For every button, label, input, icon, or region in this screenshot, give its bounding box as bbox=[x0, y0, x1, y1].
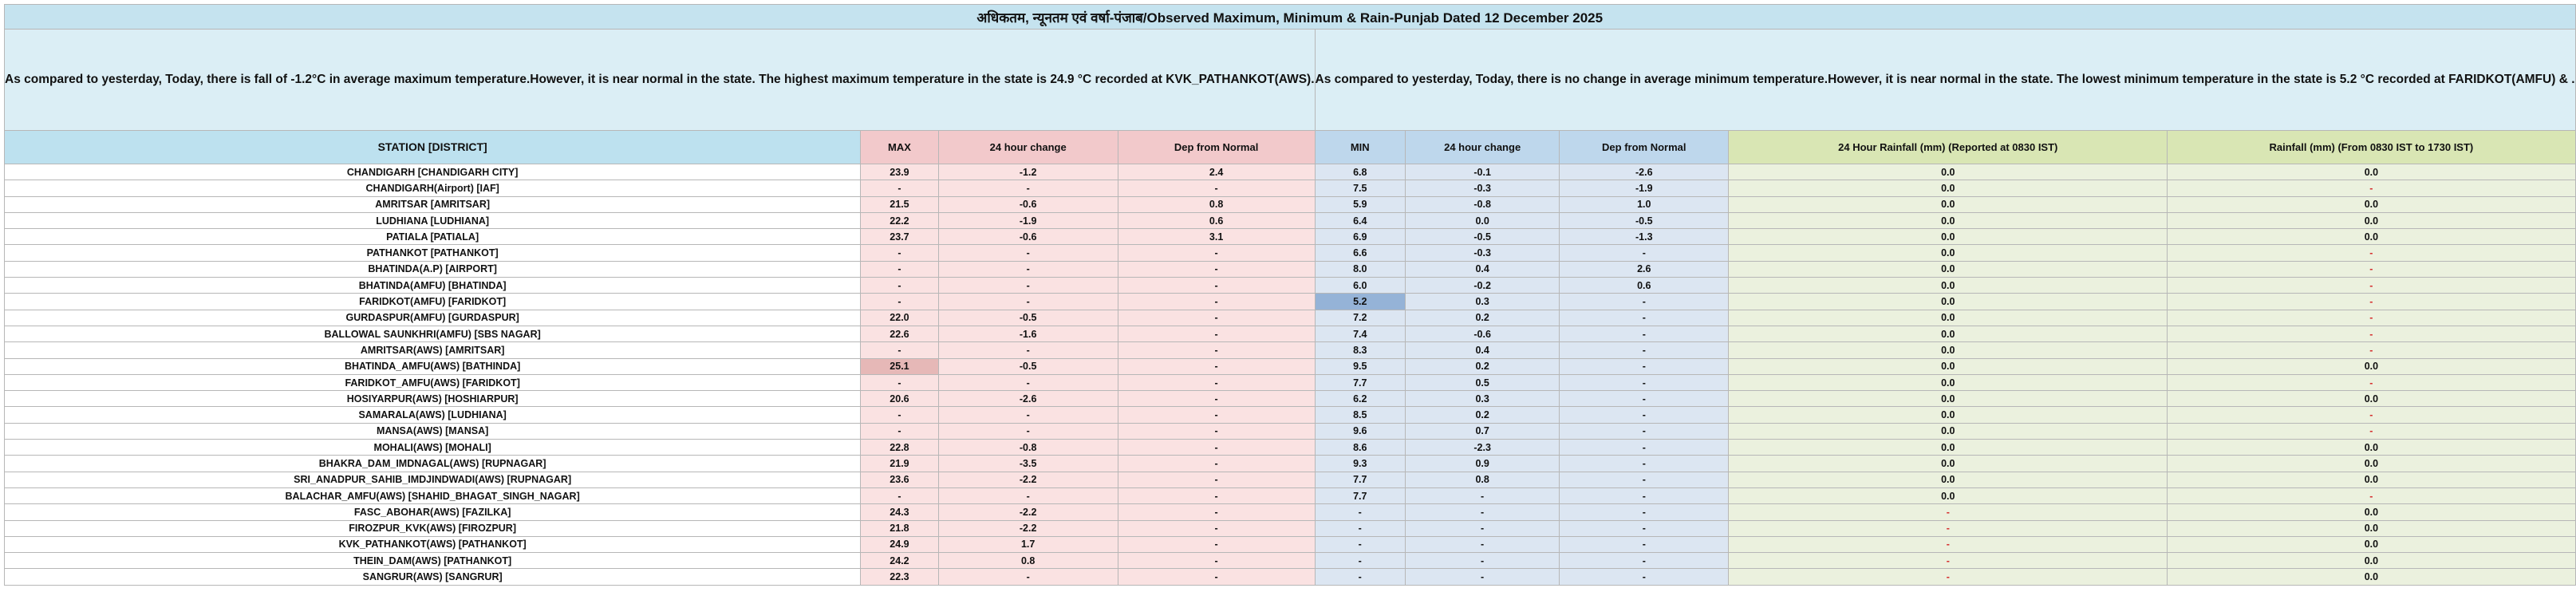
min-change-cell: 0.2 bbox=[1406, 310, 1560, 326]
max-change-cell: - bbox=[938, 294, 1118, 310]
header-max-dep: Dep from Normal bbox=[1118, 131, 1315, 164]
station-cell: MANSA(AWS) [MANSA] bbox=[5, 423, 861, 439]
min-change-cell: -0.1 bbox=[1406, 164, 1560, 180]
min-cell: 7.7 bbox=[1315, 472, 1405, 487]
max-change-cell: 0.8 bbox=[938, 553, 1118, 569]
min-dep-cell: - bbox=[1560, 423, 1729, 439]
max-cell: - bbox=[861, 245, 938, 261]
min-change-cell: 0.0 bbox=[1406, 212, 1560, 228]
table-row bbox=[5, 164, 2576, 180]
min-dep-cell: - bbox=[1560, 407, 1729, 423]
min-dep-cell: -1.9 bbox=[1560, 180, 1729, 196]
min-change-cell: 0.7 bbox=[1406, 423, 1560, 439]
station-cell: THEIN_DAM(AWS) [PATHANKOT] bbox=[5, 553, 861, 569]
min-dep-cell: -0.5 bbox=[1560, 212, 1729, 228]
station-cell: BALACHAR_AMFU(AWS) [SHAHID_BHAGAT_SINGH_NAGAR] bbox=[5, 487, 861, 503]
rain-day-cell: 0.0 bbox=[2168, 569, 2575, 585]
table-row bbox=[5, 180, 2576, 196]
max-cell: - bbox=[861, 487, 938, 503]
max-change-cell: -0.8 bbox=[938, 440, 1118, 456]
min-dep-cell: - bbox=[1560, 245, 1729, 261]
min-cell: 7.7 bbox=[1315, 374, 1405, 390]
max-cell: - bbox=[861, 407, 938, 423]
rain-day-cell: - bbox=[2168, 326, 2575, 341]
station-cell: AMRITSAR [AMRITSAR] bbox=[5, 196, 861, 212]
station-cell: BHATINDA(AMFU) [BHATINDA] bbox=[5, 278, 861, 294]
min-cell: 7.7 bbox=[1315, 487, 1405, 503]
max-cell: 21.8 bbox=[861, 520, 938, 536]
max-change-cell: -0.6 bbox=[938, 196, 1118, 212]
table-row bbox=[5, 407, 2576, 423]
min-dep-cell: -2.6 bbox=[1560, 164, 1729, 180]
max-dep-cell: 2.4 bbox=[1118, 164, 1315, 180]
station-cell: FARIDKOT(AMFU) [FARIDKOT] bbox=[5, 294, 861, 310]
station-cell: SRI_ANADPUR_SAHIB_IMDJINDWADI(AWS) [RUPNAGAR] bbox=[5, 472, 861, 487]
rain-day-cell: 0.0 bbox=[2168, 164, 2575, 180]
max-cell: 25.1 bbox=[861, 358, 938, 374]
min-change-cell: 0.4 bbox=[1406, 342, 1560, 358]
min-change-cell: 0.2 bbox=[1406, 358, 1560, 374]
max-dep-cell: - bbox=[1118, 261, 1315, 277]
min-cell: - bbox=[1315, 536, 1405, 552]
min-summary: As compared to yesterday, Today, there is no change in average minimum temperature.However, it is near normal in the state. The lowest minimum temperature in the state is 5.2 °C recorded at FARIDKOT(AMFU) & . bbox=[1315, 30, 2575, 131]
station-cell: AMRITSAR(AWS) [AMRITSAR] bbox=[5, 342, 861, 358]
table-row bbox=[5, 440, 2576, 456]
table-row bbox=[5, 229, 2576, 245]
max-cell: - bbox=[861, 261, 938, 277]
rain-day-cell: 0.0 bbox=[2168, 229, 2575, 245]
max-cell: 24.2 bbox=[861, 553, 938, 569]
station-cell: MOHALI(AWS) [MOHALI] bbox=[5, 440, 861, 456]
rain-day-cell: - bbox=[2168, 342, 2575, 358]
max-change-cell: 1.7 bbox=[938, 536, 1118, 552]
max-change-cell: -1.2 bbox=[938, 164, 1118, 180]
table-row bbox=[5, 294, 2576, 310]
rain-24h-cell: - bbox=[1729, 504, 2168, 520]
rain-day-cell: 0.0 bbox=[2168, 504, 2575, 520]
max-change-cell: -1.9 bbox=[938, 212, 1118, 228]
rain-day-cell: 0.0 bbox=[2168, 212, 2575, 228]
header-min-dep: Dep from Normal bbox=[1560, 131, 1729, 164]
max-cell: 24.9 bbox=[861, 536, 938, 552]
max-dep-cell: - bbox=[1118, 504, 1315, 520]
rain-day-cell: - bbox=[2168, 310, 2575, 326]
rain-day-cell: - bbox=[2168, 261, 2575, 277]
rain-24h-cell: 0.0 bbox=[1729, 278, 2168, 294]
max-change-cell: - bbox=[938, 407, 1118, 423]
max-dep-cell: - bbox=[1118, 310, 1315, 326]
min-change-cell: -0.3 bbox=[1406, 180, 1560, 196]
rain-day-cell: - bbox=[2168, 180, 2575, 196]
weather-table bbox=[4, 4, 2576, 586]
min-change-cell: -0.6 bbox=[1406, 326, 1560, 341]
max-change-cell: - bbox=[938, 261, 1118, 277]
table-row bbox=[5, 245, 2576, 261]
rain-24h-cell: 0.0 bbox=[1729, 440, 2168, 456]
max-change-cell: - bbox=[938, 569, 1118, 585]
table-row bbox=[5, 520, 2576, 536]
max-cell: 22.2 bbox=[861, 212, 938, 228]
min-dep-cell: - bbox=[1560, 456, 1729, 472]
column-headers bbox=[5, 131, 2576, 164]
rain-24h-cell: 0.0 bbox=[1729, 358, 2168, 374]
max-cell: 22.6 bbox=[861, 326, 938, 341]
rain-day-cell: 0.0 bbox=[2168, 358, 2575, 374]
rain-24h-cell: 0.0 bbox=[1729, 374, 2168, 390]
max-dep-cell: 0.8 bbox=[1118, 196, 1315, 212]
station-cell: BHATINDA_AMFU(AWS) [BATHINDA] bbox=[5, 358, 861, 374]
min-cell: 6.8 bbox=[1315, 164, 1405, 180]
min-cell: 8.6 bbox=[1315, 440, 1405, 456]
station-cell: CHANDIGARH [CHANDIGARH CITY] bbox=[5, 164, 861, 180]
min-change-cell: - bbox=[1406, 553, 1560, 569]
station-cell: KVK_PATHANKOT(AWS) [PATHANKOT] bbox=[5, 536, 861, 552]
max-cell: 20.6 bbox=[861, 391, 938, 407]
min-cell: 6.9 bbox=[1315, 229, 1405, 245]
max-dep-cell: - bbox=[1118, 536, 1315, 552]
min-dep-cell: - bbox=[1560, 553, 1729, 569]
rain-24h-cell: 0.0 bbox=[1729, 487, 2168, 503]
max-dep-cell: - bbox=[1118, 472, 1315, 487]
rain-24h-cell: 0.0 bbox=[1729, 456, 2168, 472]
max-change-cell: -1.6 bbox=[938, 326, 1118, 341]
min-cell: 5.2 bbox=[1315, 294, 1405, 310]
station-cell: SAMARALA(AWS) [LUDHIANA] bbox=[5, 407, 861, 423]
min-cell: 9.6 bbox=[1315, 423, 1405, 439]
station-cell: BALLOWAL SAUNKHRI(AMFU) [SBS NAGAR] bbox=[5, 326, 861, 341]
min-change-cell: - bbox=[1406, 520, 1560, 536]
rain-24h-cell: 0.0 bbox=[1729, 342, 2168, 358]
min-change-cell: 0.3 bbox=[1406, 294, 1560, 310]
rain-day-cell: 0.0 bbox=[2168, 456, 2575, 472]
min-change-cell: - bbox=[1406, 536, 1560, 552]
max-cell: 21.9 bbox=[861, 456, 938, 472]
rain-day-cell: - bbox=[2168, 423, 2575, 439]
min-dep-cell: - bbox=[1560, 358, 1729, 374]
table-row bbox=[5, 391, 2576, 407]
rain-24h-cell: - bbox=[1729, 536, 2168, 552]
table-row bbox=[5, 487, 2576, 503]
rain-day-cell: - bbox=[2168, 374, 2575, 390]
max-cell: 23.7 bbox=[861, 229, 938, 245]
max-change-cell: -0.5 bbox=[938, 358, 1118, 374]
min-change-cell: 0.9 bbox=[1406, 456, 1560, 472]
rain-24h-cell: 0.0 bbox=[1729, 196, 2168, 212]
max-dep-cell: - bbox=[1118, 569, 1315, 585]
max-cell: 22.3 bbox=[861, 569, 938, 585]
rain-24h-cell: 0.0 bbox=[1729, 245, 2168, 261]
rain-day-cell: - bbox=[2168, 245, 2575, 261]
station-cell: LUDHIANA [LUDHIANA] bbox=[5, 212, 861, 228]
table-row bbox=[5, 196, 2576, 212]
station-cell: HOSIYARPUR(AWS) [HOSHIARPUR] bbox=[5, 391, 861, 407]
rain-24h-cell: 0.0 bbox=[1729, 229, 2168, 245]
min-cell: 5.9 bbox=[1315, 196, 1405, 212]
max-change-cell: - bbox=[938, 423, 1118, 439]
station-cell: FIROZPUR_KVK(AWS) [FIROZPUR] bbox=[5, 520, 861, 536]
max-dep-cell: - bbox=[1118, 487, 1315, 503]
rain-24h-cell: - bbox=[1729, 553, 2168, 569]
min-dep-cell: - bbox=[1560, 342, 1729, 358]
min-dep-cell: -1.3 bbox=[1560, 229, 1729, 245]
max-change-cell: -0.6 bbox=[938, 229, 1118, 245]
max-dep-cell: - bbox=[1118, 358, 1315, 374]
header-max-change: 24 hour change bbox=[938, 131, 1118, 164]
min-change-cell: - bbox=[1406, 504, 1560, 520]
min-cell: 6.2 bbox=[1315, 391, 1405, 407]
rain-day-cell: 0.0 bbox=[2168, 196, 2575, 212]
max-dep-cell: - bbox=[1118, 423, 1315, 439]
header-rain-day: Rainfall (mm) (From 0830 IST to 1730 IST) bbox=[2168, 131, 2575, 164]
min-dep-cell: - bbox=[1560, 504, 1729, 520]
min-cell: 6.6 bbox=[1315, 245, 1405, 261]
max-cell: - bbox=[861, 278, 938, 294]
min-dep-cell: - bbox=[1560, 391, 1729, 407]
rain-day-cell: - bbox=[2168, 407, 2575, 423]
min-dep-cell: - bbox=[1560, 326, 1729, 341]
min-dep-cell: - bbox=[1560, 536, 1729, 552]
max-dep-cell: - bbox=[1118, 342, 1315, 358]
min-dep-cell: - bbox=[1560, 487, 1729, 503]
station-cell: SANGRUR(AWS) [SANGRUR] bbox=[5, 569, 861, 585]
rain-day-cell: 0.0 bbox=[2168, 440, 2575, 456]
table-row bbox=[5, 212, 2576, 228]
table-row bbox=[5, 472, 2576, 487]
rain-day-cell: 0.0 bbox=[2168, 391, 2575, 407]
station-cell: GURDASPUR(AMFU) [GURDASPUR] bbox=[5, 310, 861, 326]
max-dep-cell: - bbox=[1118, 245, 1315, 261]
max-change-cell: - bbox=[938, 245, 1118, 261]
rain-24h-cell: 0.0 bbox=[1729, 472, 2168, 487]
max-dep-cell: 3.1 bbox=[1118, 229, 1315, 245]
min-change-cell: -0.2 bbox=[1406, 278, 1560, 294]
min-cell: - bbox=[1315, 504, 1405, 520]
rain-day-cell: 0.0 bbox=[2168, 472, 2575, 487]
max-summary: As compared to yesterday, Today, there is fall of -1.2°C in average maximum temperature.However, it is near normal in the state. The highest maximum temperature in the state is 24.9 °C recorded at KVK_PATHANKOT(AWS). bbox=[5, 30, 1316, 131]
min-change-cell: 0.3 bbox=[1406, 391, 1560, 407]
table-row bbox=[5, 536, 2576, 552]
min-change-cell: 0.8 bbox=[1406, 472, 1560, 487]
min-change-cell: -0.5 bbox=[1406, 229, 1560, 245]
table-row bbox=[5, 278, 2576, 294]
max-dep-cell: - bbox=[1118, 456, 1315, 472]
max-change-cell: - bbox=[938, 278, 1118, 294]
min-cell: 7.2 bbox=[1315, 310, 1405, 326]
table-row bbox=[5, 358, 2576, 374]
rain-day-cell: 0.0 bbox=[2168, 553, 2575, 569]
max-cell: 23.9 bbox=[861, 164, 938, 180]
max-change-cell: -2.2 bbox=[938, 520, 1118, 536]
min-dep-cell: - bbox=[1560, 569, 1729, 585]
page-title: अधिकतम, न्यूनतम एवं वर्षा-पंजाब/Observed Maximum, Minimum & Rain-Punjab Dated 12 December 2025 bbox=[5, 5, 2576, 30]
max-cell: 24.3 bbox=[861, 504, 938, 520]
min-dep-cell: - bbox=[1560, 294, 1729, 310]
min-cell: 8.3 bbox=[1315, 342, 1405, 358]
max-change-cell: -3.5 bbox=[938, 456, 1118, 472]
max-change-cell: -2.2 bbox=[938, 504, 1118, 520]
rain-day-cell: - bbox=[2168, 278, 2575, 294]
max-change-cell: - bbox=[938, 342, 1118, 358]
station-cell: BHAKRA_DAM_IMDNAGAL(AWS) [RUPNAGAR] bbox=[5, 456, 861, 472]
min-change-cell: -0.8 bbox=[1406, 196, 1560, 212]
max-dep-cell: - bbox=[1118, 407, 1315, 423]
header-min: MIN bbox=[1315, 131, 1405, 164]
table-row bbox=[5, 504, 2576, 520]
table-row bbox=[5, 423, 2576, 439]
min-cell: 7.4 bbox=[1315, 326, 1405, 341]
table-row bbox=[5, 374, 2576, 390]
max-change-cell: -0.5 bbox=[938, 310, 1118, 326]
max-change-cell: -2.2 bbox=[938, 472, 1118, 487]
table-row bbox=[5, 553, 2576, 569]
min-dep-cell: - bbox=[1560, 440, 1729, 456]
rain-24h-cell: 0.0 bbox=[1729, 310, 2168, 326]
max-dep-cell: - bbox=[1118, 553, 1315, 569]
max-cell: - bbox=[861, 342, 938, 358]
header-station: STATION [DISTRICT] bbox=[5, 131, 861, 164]
min-dep-cell: - bbox=[1560, 310, 1729, 326]
min-change-cell: - bbox=[1406, 569, 1560, 585]
header-min-change: 24 hour change bbox=[1406, 131, 1560, 164]
max-cell: - bbox=[861, 423, 938, 439]
max-cell: - bbox=[861, 374, 938, 390]
max-cell: 21.5 bbox=[861, 196, 938, 212]
rain-24h-cell: 0.0 bbox=[1729, 164, 2168, 180]
rain-24h-cell: 0.0 bbox=[1729, 407, 2168, 423]
max-change-cell: - bbox=[938, 487, 1118, 503]
max-change-cell: - bbox=[938, 180, 1118, 196]
min-change-cell: -2.3 bbox=[1406, 440, 1560, 456]
station-cell: BHATINDA(A.P) [AIRPORT] bbox=[5, 261, 861, 277]
min-dep-cell: - bbox=[1560, 472, 1729, 487]
max-dep-cell: - bbox=[1118, 294, 1315, 310]
rain-24h-cell: - bbox=[1729, 569, 2168, 585]
max-dep-cell: - bbox=[1118, 374, 1315, 390]
min-dep-cell: 2.6 bbox=[1560, 261, 1729, 277]
table-row bbox=[5, 310, 2576, 326]
min-dep-cell: 0.6 bbox=[1560, 278, 1729, 294]
min-change-cell: - bbox=[1406, 487, 1560, 503]
min-cell: 8.0 bbox=[1315, 261, 1405, 277]
max-dep-cell: - bbox=[1118, 180, 1315, 196]
min-change-cell: -0.3 bbox=[1406, 245, 1560, 261]
rain-day-cell: - bbox=[2168, 487, 2575, 503]
max-dep-cell: - bbox=[1118, 391, 1315, 407]
station-cell: FARIDKOT_AMFU(AWS) [FARIDKOT] bbox=[5, 374, 861, 390]
min-cell: - bbox=[1315, 553, 1405, 569]
max-cell: 22.8 bbox=[861, 440, 938, 456]
min-cell: 8.5 bbox=[1315, 407, 1405, 423]
rain-day-cell: - bbox=[2168, 294, 2575, 310]
rain-24h-cell: 0.0 bbox=[1729, 326, 2168, 341]
max-dep-cell: - bbox=[1118, 278, 1315, 294]
table-row bbox=[5, 326, 2576, 341]
rain-24h-cell: 0.0 bbox=[1729, 294, 2168, 310]
min-cell: 6.0 bbox=[1315, 278, 1405, 294]
rain-day-cell: 0.0 bbox=[2168, 536, 2575, 552]
header-max: MAX bbox=[861, 131, 938, 164]
max-change-cell: - bbox=[938, 374, 1118, 390]
rain-24h-cell: 0.0 bbox=[1729, 391, 2168, 407]
station-cell: FASC_ABOHAR(AWS) [FAZILKA] bbox=[5, 504, 861, 520]
min-cell: - bbox=[1315, 569, 1405, 585]
rain-24h-cell: 0.0 bbox=[1729, 423, 2168, 439]
min-change-cell: 0.4 bbox=[1406, 261, 1560, 277]
min-cell: 9.5 bbox=[1315, 358, 1405, 374]
table-row bbox=[5, 342, 2576, 358]
table-row bbox=[5, 456, 2576, 472]
max-dep-cell: - bbox=[1118, 440, 1315, 456]
station-cell: CHANDIGARH(Airport) [IAF] bbox=[5, 180, 861, 196]
max-cell: - bbox=[861, 294, 938, 310]
rain-24h-cell: 0.0 bbox=[1729, 180, 2168, 196]
max-change-cell: -2.6 bbox=[938, 391, 1118, 407]
max-dep-cell: - bbox=[1118, 520, 1315, 536]
min-change-cell: 0.2 bbox=[1406, 407, 1560, 423]
min-cell: 9.3 bbox=[1315, 456, 1405, 472]
max-dep-cell: 0.6 bbox=[1118, 212, 1315, 228]
min-dep-cell: - bbox=[1560, 520, 1729, 536]
header-rain-24h: 24 Hour Rainfall (mm) (Reported at 0830 IST) bbox=[1729, 131, 2168, 164]
rain-24h-cell: 0.0 bbox=[1729, 212, 2168, 228]
rain-day-cell: 0.0 bbox=[2168, 520, 2575, 536]
max-dep-cell: - bbox=[1118, 326, 1315, 341]
min-dep-cell: 1.0 bbox=[1560, 196, 1729, 212]
table-row bbox=[5, 569, 2576, 585]
min-cell: 6.4 bbox=[1315, 212, 1405, 228]
rain-24h-cell: 0.0 bbox=[1729, 261, 2168, 277]
max-cell: 23.6 bbox=[861, 472, 938, 487]
min-change-cell: 0.5 bbox=[1406, 374, 1560, 390]
station-cell: PATIALA [PATIALA] bbox=[5, 229, 861, 245]
min-cell: - bbox=[1315, 520, 1405, 536]
max-cell: 22.0 bbox=[861, 310, 938, 326]
min-cell: 7.5 bbox=[1315, 180, 1405, 196]
rain-24h-cell: - bbox=[1729, 520, 2168, 536]
max-cell: - bbox=[861, 180, 938, 196]
table-row bbox=[5, 261, 2576, 277]
station-cell: PATHANKOT [PATHANKOT] bbox=[5, 245, 861, 261]
min-dep-cell: - bbox=[1560, 374, 1729, 390]
